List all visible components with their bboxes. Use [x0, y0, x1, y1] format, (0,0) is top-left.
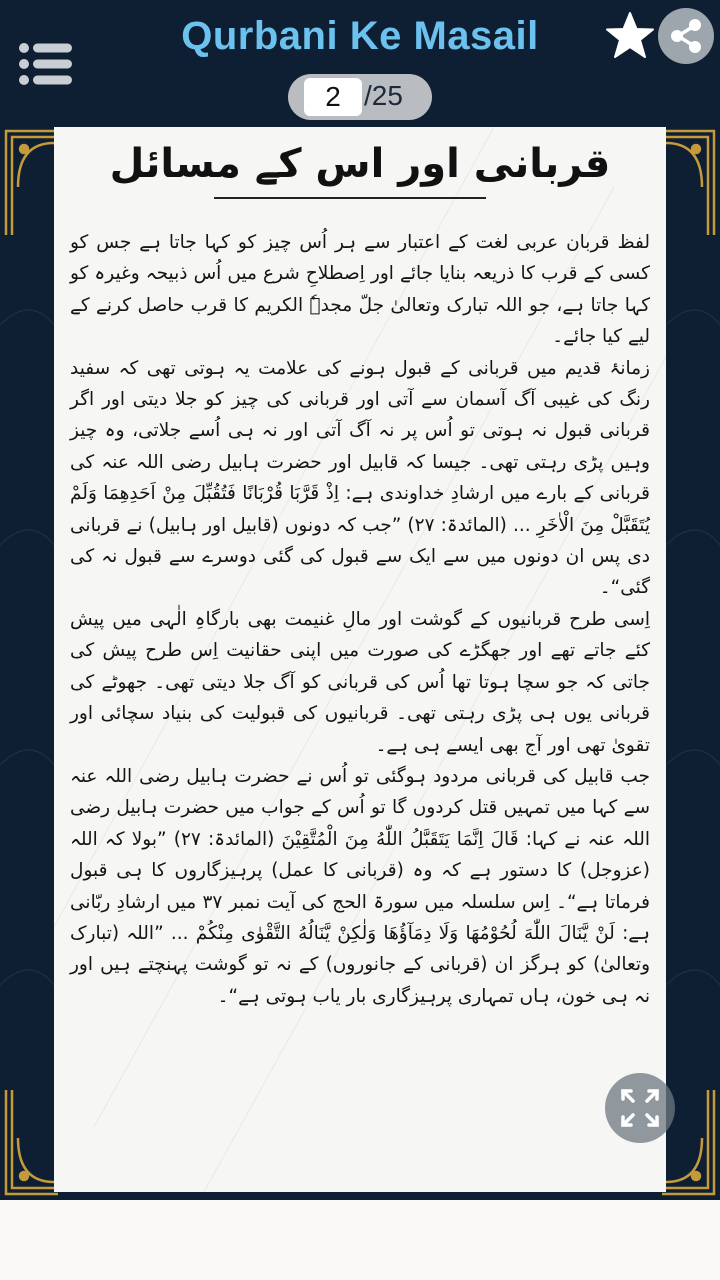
paragraph: زمانۂ قدیم میں قربانی کے قبول ہونے کی علامت یہ ہوتی تھی کہ سفید رنگ کی غیبی آگ آسمان سے آتی اور قربانی کی چیز کو جلا دیتی اور اگر قربانی قبول نہ ہوتی تو اُس پر نہ آگ آتی اور نہ ہی اُسے جلاتی، وہ چیز وہیں پڑی رہتی تھی۔ جیسا کہ قابیل اور حضرت ہابیل رضی اللہ عنہ کی قربانی کے بارے میں ارشادِ خداوندی ہے: اِذْ قَرَّبَا قُرْبَانًا فَتُقُبِّلَ مِنْ اَحَدِهِمَا وَلَمْ يُتَقَبَّلْ مِنَ الْاٰخَرِ ... (المائدۃ: ۲۷) ”جب کہ دونوں (قابیل اور ہابیل) نے قربانی دی پس ان دونوں میں سے ایک سے قبول کی گئی دوسرے سے قبول نہ کی گئی“۔	[70, 357, 650, 599]
frame-corner-top-left	[2, 127, 62, 237]
paragraph: اِسی طرح قربانیوں کے گوشت اور مالِ غنیمت بھی بارگاہِ الٰہی میں پیش کئے جاتے تھے اور جھگڑے کی صورت میں اپنی حقانیت اِس طرح پیش کی جاتی کہ جو سچا ہوتا تھا اُس کی قربانی کو آگ جلا دیتی تھی۔ جھوٹے کی قربانی یوں ہی پڑی رہتی تھی۔ قربانیوں کی قبولیت کی بنیاد سچائی اور تقویٰ تھی اور آج بھی ایسے ہی ہے۔	[70, 608, 650, 756]
bottom-blank-area	[0, 1200, 720, 1280]
page-body-text	[70, 227, 650, 1012]
fullscreen-icon	[605, 1073, 675, 1143]
page-total-label: /25	[364, 80, 403, 111]
app-title: Qurbani Ke Masail	[181, 14, 539, 58]
paragraph: جب قابیل کی قربانی مردود ہوگئی تو اُس نے حضرت ہابیل رضی اللہ عنہ سے کہا میں تمہیں قتل کردوں گا تو اُس کے جواب میں حضرت ہابیل رضی اللہ عنہ نے کہا: قَالَ اِنَّمَا يَتَقَبَّلُ اللّٰهُ مِنَ الْمُتَّقِيْنَ (المائدۃ: ۲۷) ”بولا کہ اللہ (عزوجل) کا دستور ہے کہ وہ (قربانی کا عمل) پرہیزگاروں کا ہی قبول فرماتا ہے“۔ اِس سلسلہ میں سورۃ الحج کی آیت نمبر ۳۷ میں ارشادِ ربّانی ہے: لَنْ يَّنَالَ اللّٰهَ لُحُوْمُهَا وَلَا دِمَآؤُهَا وَلٰكِنْ يَّنَالُهُ التَّقْوٰى مِنْكُمْ ... ”اللہ (تبارک وتعالیٰ) کو ہرگز ان (قربانی کے جانوروں) کے نہ تو گوشت پہنچتے ہیں اور نہ ہی خون، ہاں تمہاری پرہیزگاری بار یاب ہوتی ہے“۔	[70, 765, 650, 1007]
share-button[interactable]	[658, 8, 714, 64]
heading-underline	[214, 197, 486, 199]
book-page[interactable]	[54, 127, 666, 1192]
app-header	[0, 0, 720, 125]
page-navigator	[288, 74, 432, 120]
paragraph: لفظ قربان عربی لغت کے اعتبار سے ہر اُس چیز کو کہا جاتا ہے جس کو کسی کے قرب کا ذریعہ بنایا جائے اور اِصطلاحِ شرع میں اُس ذبیحہ وغیرہ کو کہا جاتا ہے، جو اللہ تبارک وتعالیٰ جلّ مجدہٗ الکریم کا قرب حاصل کرنے کے لیے کیا جائے۔	[70, 232, 650, 348]
book-frame	[0, 125, 720, 1200]
favorite-button[interactable]	[604, 10, 656, 62]
fullscreen-button[interactable]	[605, 1073, 675, 1143]
page-heading: قربانی اور اس کے مسائل	[109, 141, 611, 187]
frame-corner-bottom-left	[2, 1088, 62, 1198]
star-icon	[604, 10, 656, 62]
frame-corner-top-right	[658, 127, 718, 237]
share-icon	[658, 8, 714, 64]
page-number-input[interactable]	[304, 78, 362, 116]
